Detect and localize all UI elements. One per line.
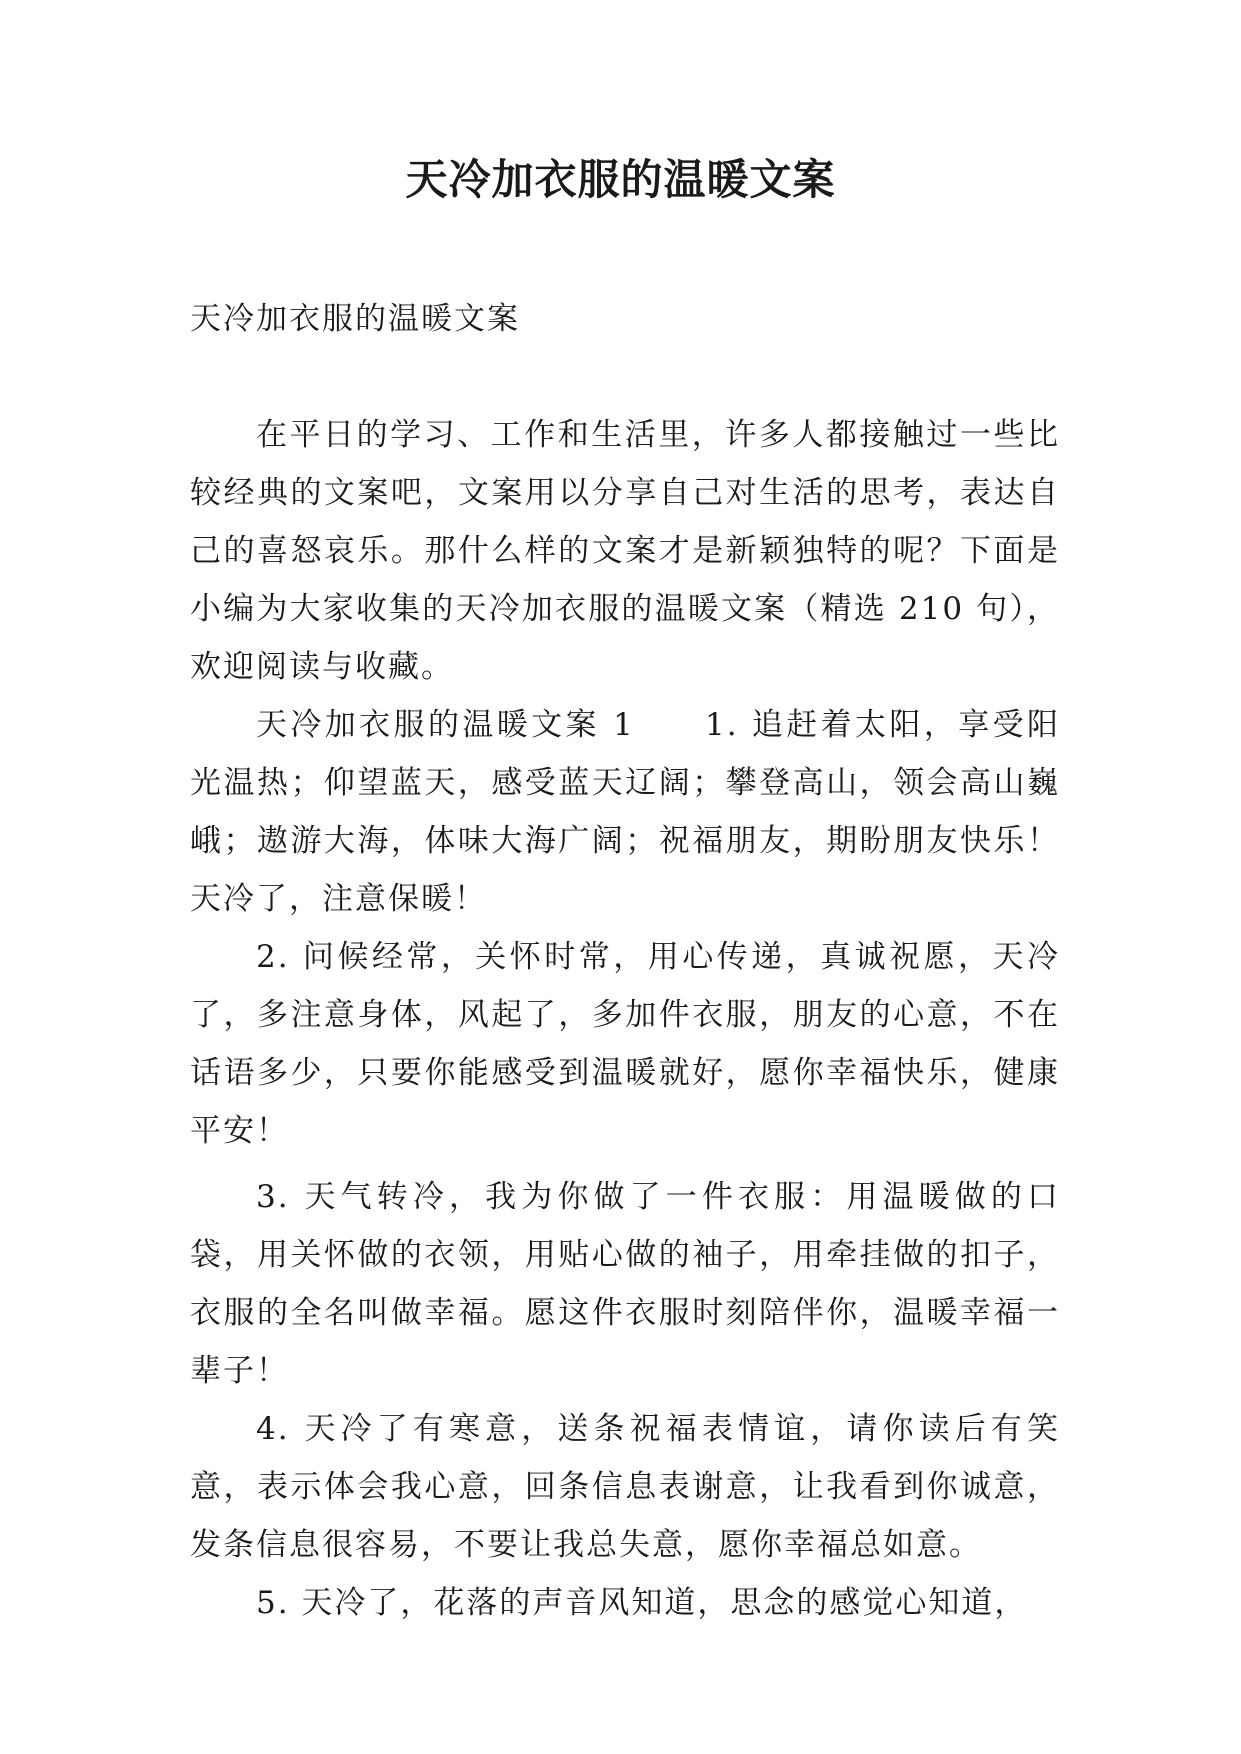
paragraph-item-4: 4. 天冷了有寒意，送条祝福表情谊，请你读后有笑意，表示体会我心意，回条信息表谢意，让我看到你诚意，发条信息很容易，不要让我总失意，愿你幸福总如意。 xyxy=(190,1411,1060,1563)
document-body xyxy=(190,290,1060,1632)
paragraph-item-5: 5. 天冷了，花落的声音风知道，思念的感觉心知道， xyxy=(256,1585,1028,1621)
paragraph-item-2: 2. 问候经常，关怀时常，用心传递，真诚祝愿，天冷了，多注意身体，风起了，多加件衣服，朋友的心意，不在话语多少，只要你能感受到温暖就好，愿你幸福快乐，健康平安！ xyxy=(190,939,1060,1149)
paragraph-item-1: 天冷加衣服的温暖文案 1 1. 追赶着太阳，享受阳光温热；仰望蓝天，感受蓝天辽阔；攀登高山，领会高山巍峨；遨游大海，体味大海广阔；祝福朋友，期盼朋友快乐！天冷了，注意保暖！ xyxy=(190,707,1060,917)
document-title: 天冷加衣服的温暖文案 xyxy=(405,155,836,204)
paragraph-intro: 在平日的学习、工作和生活里，许多人都接触过一些比较经典的文案吧，文案用以分享自己对生活的思考，表达自己的喜怒哀乐。那什么样的文案才是新颖独特的呢？下面是小编为大家收集的天冷加衣服的温暖文案（精选 210 句），欢迎阅读与收藏。 xyxy=(190,417,1060,685)
paragraph-item-3: 3. 天气转冷，我为你做了一件衣服：用温暖做的口袋，用关怀做的衣领，用贴心做的袖子，用牵挂做的扣子，衣服的全名叫做幸福。愿这件衣服时刻陪伴你，温暖幸福一辈子！ xyxy=(190,1179,1060,1389)
document-subtitle: 天冷加衣服的温暖文案 xyxy=(190,301,520,337)
